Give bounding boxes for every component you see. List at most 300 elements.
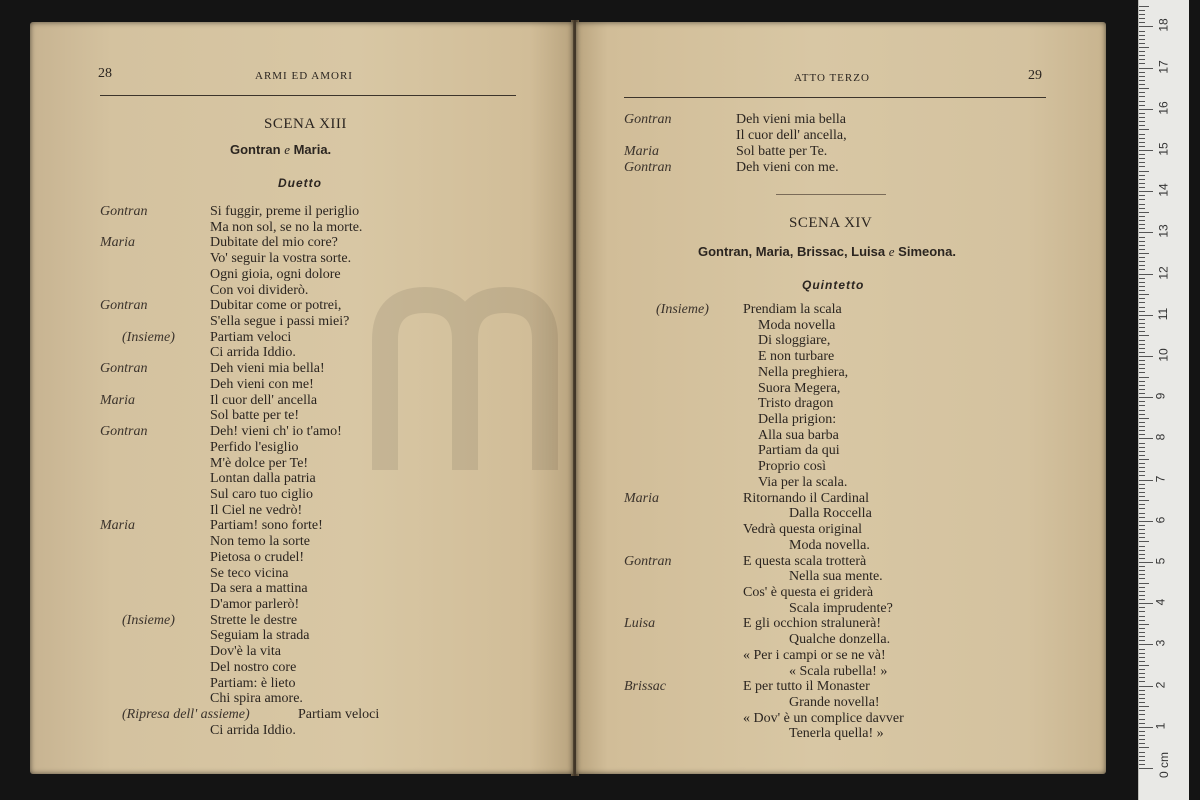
ruler-tick (1139, 311, 1145, 312)
speaker-name: Gontran (100, 361, 148, 377)
ruler-tick (1139, 414, 1145, 415)
speaker-name: Gontran (624, 160, 672, 175)
verse-text: Deh vieni con me. (736, 160, 839, 175)
ruler-tick (1139, 294, 1149, 295)
ruler-tick (1139, 451, 1145, 452)
verse-text: Il cuor dell' ancella, (736, 128, 847, 143)
ruler-tick (1139, 475, 1145, 476)
ruler-tick (1139, 377, 1149, 378)
ruler-tick (1139, 150, 1153, 151)
ruler-tick (1139, 274, 1153, 275)
verse-text: Strette le destre (210, 612, 298, 628)
verse-text: Scala imprudente? (789, 600, 893, 616)
ruler-tick (1139, 298, 1145, 299)
ruler-tick (1139, 677, 1145, 678)
ruler-tick (1139, 237, 1145, 238)
ruler-tick (1139, 146, 1145, 147)
ruler-tick (1139, 653, 1145, 654)
ruler-tick (1139, 249, 1145, 250)
right-scene-title: SCENA XIV (789, 215, 873, 231)
ruler-tick (1139, 591, 1145, 592)
ruler-tick (1139, 253, 1149, 254)
character-list-sep: e (888, 244, 895, 259)
verse-text: Sol batte per te! (210, 408, 300, 424)
verse-text: Partiam veloci (210, 329, 292, 345)
ruler-tick (1139, 43, 1145, 44)
verse-text: Nella sua mente. (789, 569, 883, 585)
speaker-name: (Insieme) (122, 612, 175, 628)
ruler-tick (1139, 125, 1145, 126)
ruler-tick (1139, 508, 1145, 509)
ruler-tick (1139, 644, 1153, 645)
verse-text: Partiam: è lieto (210, 675, 296, 691)
speaker-name: (Ripresa dell' assieme) (122, 707, 250, 723)
ruler-number: 1 (1153, 722, 1168, 730)
ruler-tick (1139, 393, 1145, 394)
ruler-tick (1139, 14, 1145, 15)
ruler-tick (1139, 166, 1145, 167)
ruler-tick (1139, 686, 1153, 687)
verse-text: Chi spira amore. (210, 691, 303, 707)
ruler-tick (1139, 665, 1149, 666)
verse-text: « Per i campi or se ne và! (743, 647, 886, 663)
ruler-tick (1139, 426, 1145, 427)
verse-text: Da sera a mattina (210, 581, 308, 597)
ruler-tick (1139, 344, 1145, 345)
ruler-tick (1139, 480, 1153, 481)
ruler-tick (1139, 727, 1153, 728)
ruler-tick (1139, 405, 1145, 406)
ruler-tick (1139, 657, 1145, 658)
verse-text: Ritornando il Cardinal (743, 490, 869, 506)
ruler-tick (1139, 492, 1145, 493)
ruler-tick (1139, 735, 1145, 736)
right-header-rule (624, 97, 1046, 98)
ruler-tick (1139, 447, 1145, 448)
ruler-tick (1139, 681, 1145, 682)
verse-text: Ogni gioia, ogni dolore (210, 266, 341, 282)
ruler-tick (1139, 191, 1153, 192)
verse-text: Vo' seguir la vostra sorte. (210, 251, 352, 267)
ruler-tick (1139, 546, 1145, 547)
verse-text: Partiam da qui (758, 443, 840, 459)
ruler-tick (1139, 63, 1145, 64)
verse-text: Ma non sol, se no la morte. (210, 219, 363, 235)
ruler-tick (1139, 47, 1149, 48)
ruler-tick (1139, 537, 1145, 538)
ruler-number: 14 (1156, 183, 1171, 197)
ruler-tick (1139, 628, 1145, 629)
ruler-tick (1139, 714, 1145, 715)
ruler-tick (1139, 220, 1145, 221)
ruler-tick (1139, 10, 1145, 11)
ruler-tick (1139, 768, 1153, 769)
verse-text: Del nostro core (210, 659, 297, 675)
verse-text: Cos' è questa ei griderà (743, 584, 874, 600)
ruler-tick (1139, 72, 1145, 73)
ruler-tick (1139, 51, 1145, 52)
ruler-tick (1139, 55, 1145, 56)
ruler-tick (1139, 245, 1145, 246)
verse-text: Deh vieni con me! (210, 376, 314, 392)
ruler-tick (1139, 92, 1145, 93)
ruler-tick (1139, 88, 1149, 89)
verse-text: Perfido l'esiglio (210, 439, 299, 455)
ruler-tick (1139, 84, 1145, 85)
ruler-tick (1139, 434, 1145, 435)
ruler-tick (1139, 731, 1145, 732)
ruler-tick (1139, 290, 1145, 291)
ruler-tick (1139, 500, 1149, 501)
ruler-number: 13 (1156, 224, 1171, 239)
ruler-tick (1139, 195, 1145, 196)
ruler-tick (1139, 616, 1145, 617)
ruler-number: 18 (1156, 18, 1171, 33)
ruler-tick (1139, 632, 1145, 633)
ruler-tick (1139, 743, 1145, 744)
ruler-tick (1139, 397, 1153, 398)
speaker-name: Gontran (624, 553, 672, 569)
ruler-tick (1139, 438, 1153, 439)
character-list-a: Gontran, Maria, Brissac, Luisa (698, 244, 886, 259)
ruler-tick (1139, 504, 1145, 505)
left-scene-characters (230, 142, 331, 158)
ruler-tick (1139, 352, 1145, 353)
ruler-tick (1139, 756, 1145, 757)
verse-text: S'ella segue i passi miei? (210, 314, 350, 330)
ruler-tick (1139, 154, 1145, 155)
ruler-tick (1139, 269, 1145, 270)
verse-text: E gli occhion stralunerà! (743, 616, 882, 632)
ruler-tick (1139, 624, 1149, 625)
verse-text: Non temo la sorte (210, 534, 310, 550)
ruler-number: 6 (1153, 516, 1168, 524)
ruler-tick (1139, 68, 1153, 69)
ruler-tick (1139, 356, 1153, 357)
museum-watermark-logo (365, 280, 605, 480)
verse-text: Dalla Roccella (789, 506, 872, 522)
ruler-number: 9 (1153, 392, 1168, 400)
verse-text: Moda novella. (789, 537, 870, 553)
speaker-name: Maria (100, 392, 135, 408)
right-running-head: ATTO TERZO (794, 72, 870, 84)
speaker-name: Maria (624, 144, 659, 159)
ruler-tick (1139, 694, 1145, 695)
ruler-tick (1139, 187, 1145, 188)
ruler-tick (1139, 554, 1145, 555)
ruler-tick (1139, 381, 1145, 382)
verse-text: Dubitate del mio core? (210, 235, 338, 251)
ruler-tick (1139, 121, 1145, 122)
verse-text: Della prigion: (758, 412, 837, 428)
ruler-tick (1139, 368, 1145, 369)
ruler-tick (1139, 232, 1153, 233)
character-list-sep: e (284, 142, 290, 157)
speaker-name: Gontran (100, 424, 148, 440)
ruler-tick (1139, 224, 1145, 225)
ruler-tick (1139, 96, 1145, 97)
ruler-tick (1139, 319, 1145, 320)
ruler-tick (1139, 171, 1149, 172)
verse-text: Lontan dalla patria (210, 471, 316, 487)
ruler-tick (1139, 484, 1145, 485)
ruler-tick (1139, 175, 1145, 176)
ruler-tick (1139, 410, 1145, 411)
right-scene-characters (698, 244, 956, 260)
speaker-name: (Insieme) (656, 302, 709, 317)
ruler-tick (1139, 583, 1149, 584)
verse-text: Pietosa o crudel! (210, 549, 305, 565)
ruler-tick (1139, 26, 1153, 27)
verse-text: Partiam veloci (298, 707, 380, 723)
verse-text: Deh vieni mia bella (736, 112, 847, 127)
ruler-tick (1139, 521, 1153, 522)
ruler-number: 10 (1156, 348, 1171, 362)
ruler-tick (1139, 517, 1145, 518)
ruler-tick (1139, 335, 1149, 336)
verse-text: Proprio così (758, 459, 827, 475)
verse-text: Qualche donzella. (789, 632, 891, 648)
ruler-number: 3 (1153, 640, 1168, 647)
ruler-tick (1139, 595, 1145, 596)
ruler-tick (1139, 587, 1145, 588)
verse-text: Ci arrida Iddio. (210, 722, 296, 738)
verse-text: Se teco vicina (210, 565, 289, 581)
ruler-tick (1139, 117, 1145, 118)
verse-text: Di sloggiare, (758, 333, 831, 349)
ruler-tick (1139, 690, 1145, 691)
ruler-tick (1139, 113, 1145, 114)
verse-text: Il Ciel ne vedrò! (210, 502, 303, 518)
ruler-tick (1139, 710, 1145, 711)
ruler-tick (1139, 599, 1145, 600)
ruler-tick (1139, 327, 1145, 328)
ruler-tick (1139, 550, 1145, 551)
ruler-tick (1139, 459, 1149, 460)
ruler-number: 17 (1156, 59, 1171, 74)
right-page-number: 29 (1028, 68, 1042, 83)
ruler-tick (1139, 488, 1145, 489)
ruler-tick (1139, 702, 1145, 703)
verse-text: Deh vieni mia bella! (210, 361, 325, 377)
speaker-name: Gontran (100, 204, 148, 219)
ruler-number: 4 (1153, 598, 1168, 606)
ruler-tick (1139, 558, 1145, 559)
verse-text: Suora Megera, (758, 380, 841, 396)
ruler-tick (1139, 640, 1145, 641)
ruler-tick (1139, 307, 1145, 308)
verse-text: Deh! vieni ch' io t'amo! (210, 424, 342, 440)
character-list-b: Maria. (293, 142, 332, 157)
ruler-tick (1139, 101, 1145, 102)
ruler-tick (1139, 138, 1145, 139)
ruler-tick (1139, 570, 1145, 571)
ruler-tick (1139, 142, 1145, 143)
ruler-tick (1139, 385, 1145, 386)
left-piece-type: Duetto (278, 176, 322, 190)
ruler-tick (1139, 719, 1145, 720)
ruler-tick (1139, 6, 1149, 7)
ruler-tick (1139, 286, 1145, 287)
speaker-name: Maria (624, 490, 659, 506)
ruler-tick (1139, 183, 1145, 184)
ruler-tick (1139, 578, 1145, 579)
ruler-tick (1139, 389, 1145, 390)
ruler-tick (1139, 109, 1153, 110)
verse-text: Sul caro tuo ciglio (210, 486, 314, 502)
ruler-tick (1139, 216, 1145, 217)
ruler-tick (1139, 739, 1145, 740)
ruler-tick (1139, 158, 1145, 159)
ruler-tick (1139, 228, 1145, 229)
verse-text: Il cuor dell' ancella (210, 392, 318, 408)
ruler-tick (1139, 208, 1145, 209)
character-list-b: Simeona. (898, 244, 956, 259)
ruler-tick (1139, 80, 1145, 81)
speaker-name: Maria (100, 518, 135, 534)
ruler-tick (1139, 162, 1145, 163)
ruler-tick (1139, 467, 1145, 468)
verse-text: Prendiam la scala (743, 302, 842, 317)
verse-text: Tristo dragon (758, 396, 834, 412)
left-running-head: ARMI ED AMORI (255, 70, 353, 82)
ruler-tick (1139, 59, 1145, 60)
ruler-tick (1139, 471, 1145, 472)
ruler-tick (1139, 723, 1145, 724)
ruler-tick (1139, 35, 1145, 36)
ruler-tick (1139, 401, 1145, 402)
ruler-tick (1139, 134, 1145, 135)
ruler-tick (1139, 669, 1145, 670)
ruler-tick (1139, 649, 1145, 650)
ruler-tick (1139, 496, 1145, 497)
ruler-tick (1139, 199, 1145, 200)
ruler-tick (1139, 364, 1145, 365)
verse-text: Alla sua barba (758, 427, 839, 443)
ruler-number: 2 (1153, 681, 1168, 688)
speaker-name: Luisa (624, 616, 656, 632)
ruler-tick (1139, 302, 1145, 303)
ruler-number: 15 (1156, 142, 1171, 156)
ruler-tick (1139, 752, 1145, 753)
ruler-number: 7 (1153, 475, 1168, 482)
ruler-tick (1139, 620, 1145, 621)
ruler-tick (1139, 513, 1145, 514)
ruler-tick (1139, 430, 1145, 431)
ruler-tick (1139, 698, 1145, 699)
ruler-tick (1139, 22, 1145, 23)
ruler-tick (1139, 348, 1145, 349)
verse-text: Via per la scala. (758, 474, 848, 490)
measuring-ruler (1138, 0, 1189, 800)
ruler-tick (1139, 179, 1145, 180)
ruler-number: 11 (1156, 307, 1171, 321)
right-page (576, 22, 1106, 774)
ruler-number: 8 (1153, 434, 1168, 441)
ruler-tick (1139, 541, 1149, 542)
verse-text: Nella preghiera, (758, 364, 849, 380)
ruler-tick (1139, 463, 1145, 464)
ruler-tick (1139, 212, 1149, 213)
ruler-tick (1139, 39, 1145, 40)
verse-text: E per tutto il Monaster (743, 679, 870, 695)
left-scene-title: SCENA XIII (264, 116, 347, 132)
ruler-number: 16 (1156, 101, 1171, 115)
speaker-name: Maria (100, 235, 135, 251)
ruler-tick (1139, 241, 1145, 242)
ruler-tick (1139, 282, 1145, 283)
ruler-tick (1139, 422, 1145, 423)
verse-text: Partiam! sono forte! (210, 518, 323, 534)
ruler-tick (1139, 105, 1145, 106)
verse-text: Tenerla quella! » (789, 726, 884, 742)
ruler-tick (1139, 673, 1145, 674)
ruler-tick (1139, 261, 1145, 262)
ruler-tick (1139, 257, 1145, 258)
speaker-name: Gontran (624, 112, 672, 127)
ruler-tick (1139, 418, 1149, 419)
character-list-a: Gontran (230, 142, 281, 157)
ruler-tick (1139, 265, 1145, 266)
ruler-tick (1139, 636, 1145, 637)
ruler-tick (1139, 747, 1149, 748)
ruler-tick (1139, 129, 1149, 130)
ruler-tick (1139, 760, 1145, 761)
ruler-tick (1139, 443, 1145, 444)
verse-text: D'amor parlerò! (210, 597, 300, 612)
ruler-tick (1139, 18, 1145, 19)
ruler-tick (1139, 764, 1145, 765)
ruler-tick (1139, 611, 1145, 612)
left-page-number: 28 (98, 66, 112, 81)
ruler-tick (1139, 31, 1145, 32)
ruler-number: 12 (1156, 265, 1171, 280)
ruler-tick (1139, 315, 1153, 316)
ruler-number: 5 (1153, 557, 1168, 565)
ruler-tick (1139, 331, 1145, 332)
ruler-tick (1139, 529, 1145, 530)
ruler-tick (1139, 204, 1145, 205)
verse-text: Dov'è la vita (210, 644, 281, 660)
ruler-tick (1139, 76, 1145, 77)
ruler-tick (1139, 603, 1153, 604)
right-piece-type: Quintetto (802, 278, 865, 292)
verse-text: Dubitar come or potrei, (210, 298, 342, 314)
verse-text: Con voi dividerò. (210, 282, 309, 298)
verse-text: Sol batte per Te. (736, 144, 828, 159)
ruler-tick (1139, 566, 1145, 567)
ruler-tick (1139, 455, 1145, 456)
ruler-tick (1139, 323, 1145, 324)
ruler-tick (1139, 533, 1145, 534)
left-header-rule (100, 95, 516, 96)
ruler-tick (1139, 340, 1145, 341)
speaker-name: Brissac (624, 679, 666, 695)
ruler-tick (1139, 525, 1145, 526)
verse-text: « Scala rubella! » (789, 663, 888, 679)
verse-text: Grande novella! (789, 695, 880, 710)
ruler-tick (1139, 360, 1145, 361)
scene-separator-rule (776, 194, 886, 195)
verse-text: Si fuggir, preme il periglio (210, 204, 360, 219)
ruler-tick (1139, 706, 1149, 707)
verse-text: Vedrà questa original (743, 522, 862, 538)
speaker-name: (Insieme) (122, 329, 175, 345)
ruler-unit-label: 0 cm (1157, 751, 1172, 779)
verse-text: « Dov' è un complice davver (743, 710, 904, 726)
ruler-tick (1139, 607, 1145, 608)
ruler-tick (1139, 278, 1145, 279)
